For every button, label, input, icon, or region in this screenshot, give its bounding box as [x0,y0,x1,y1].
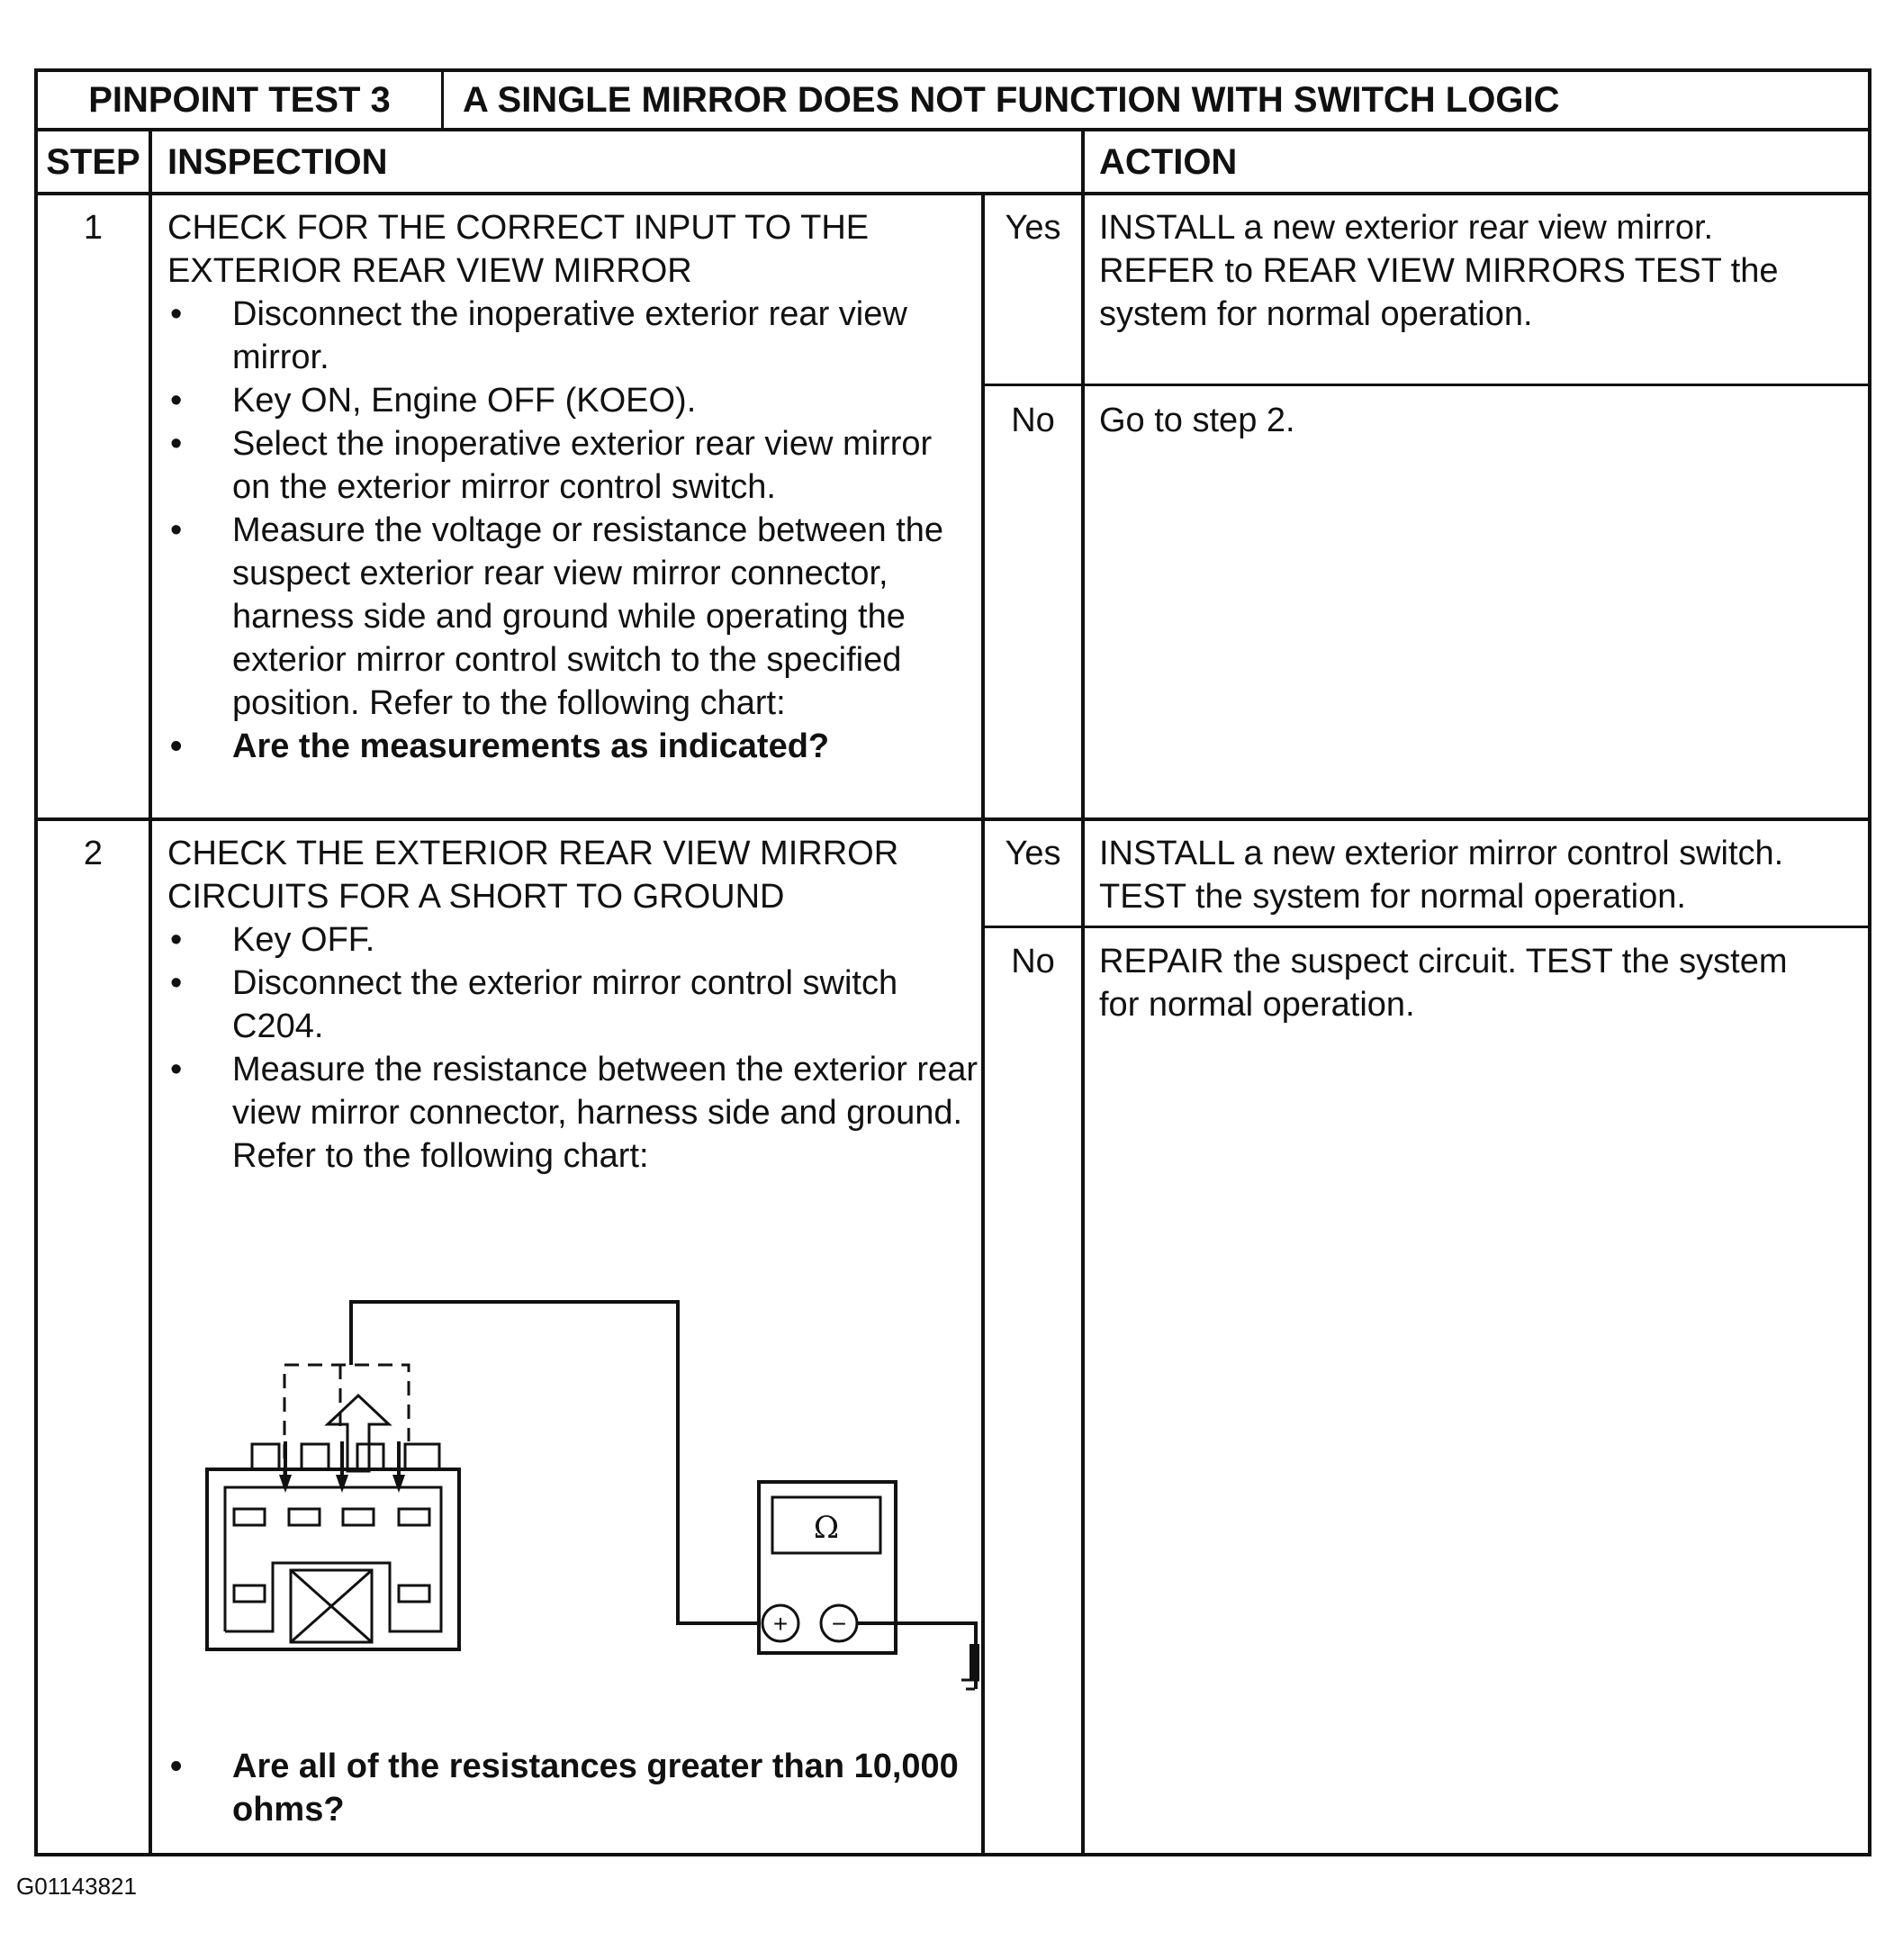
probe-tip [336,1475,348,1493]
step-2-bullet-2: • Disconnect the exterior mirror control switch C204. [167,962,978,1048]
column-header-inspection: INSPECTION [167,142,388,182]
pinpoint-test-table [34,68,1871,1856]
step-2-number: 2 [83,835,104,872]
plus-terminal-symbol: + [772,1610,789,1638]
ground-probe [970,1644,979,1680]
mirror-connector [207,1469,459,1649]
step-1-question: • Are the measurements as indicated? [167,725,978,768]
step-1-bullet-3: • Select the inoperative exterior rear view mirror on the exterior mirror control switch. [167,422,978,509]
step-1-bullet-4: • Measure the voltage or resistance between the suspect exterior rear view mirror connector, harness side and ground while operating the exterior mirror control switch to the specified position. Refer to the following chart: [167,509,978,725]
step-2-question-list [167,1745,978,1831]
column-header-action: ACTION [1099,142,1238,182]
step-1-no-action: Go to step 2. [1099,402,1295,439]
step-2-no-label: No [1011,943,1055,980]
step-1-bullet-2: • Key ON, Engine OFF (KOEO). [167,379,978,422]
step-1-bullet-1: • Disconnect the inoperative exterior rear view mirror. [167,293,978,379]
step-2-yes-label: Yes [1005,835,1061,872]
ohm-symbol: Ω [813,1510,840,1546]
step-1-number: 1 [83,209,104,247]
column-header-step: STEP [46,142,140,182]
step-1-yes-label: Yes [1005,209,1061,247]
probe-tip [279,1475,292,1493]
figure-id: G01143821 [16,1873,137,1900]
step-2-yes-action: INSTALL a new exterior mirror control switch. TEST the system for normal operation. [1099,835,1784,916]
step-2-no-action: REPAIR the suspect circuit. TEST the system for normal operation. [1099,943,1788,1024]
step-2-title: CHECK THE EXTERIOR REAR VIEW MIRROR CIRCUITS FOR A SHORT TO GROUND [167,835,899,916]
step-1-yes-action: INSTALL a new exterior rear view mirror. REFER to REAR VIEW MIRRORS TEST the system for normal operation. [1099,209,1779,333]
test-label: PINPOINT TEST 3 [88,80,391,120]
step-2-bullet-3: • Measure the resistance between the exterior rear view mirror connector, harness side and ground. Refer to the following chart: [167,1048,978,1178]
ohmmeter-test-diagram [169,1230,979,1734]
probe-tip [392,1475,405,1493]
step-2-bullet-1: • Key OFF. [167,918,978,962]
step-1-inspection [167,206,978,768]
test-title: A SINGLE MIRROR DOES NOT FUNCTION WITH SWITCH LOGIC [463,80,1560,120]
step-2-inspection [167,832,978,1178]
step-2-question: • Are all of the resistances greater than 10,000 ohms? [167,1745,978,1831]
minus-terminal-symbol: − [831,1610,847,1638]
step-1-bullet-list [167,293,978,768]
step-1-title: CHECK FOR THE CORRECT INPUT TO THE EXTERIOR REAR VIEW MIRROR [167,209,870,290]
step-1-no-label: No [1011,402,1055,439]
step-2-bullet-list [167,918,978,1178]
